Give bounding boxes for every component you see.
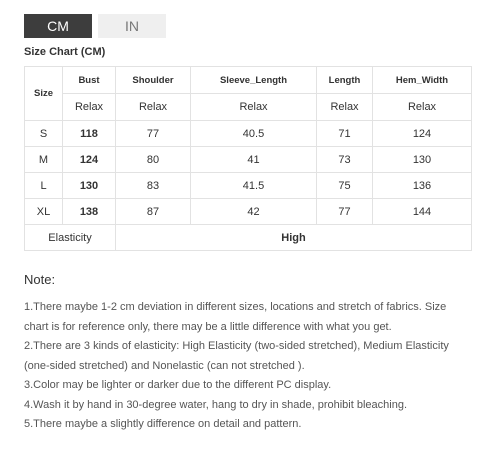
- table-row: [25, 147, 472, 173]
- fit-cell: Relax: [191, 94, 317, 121]
- value-cell: 83: [116, 173, 191, 199]
- value-cell: 42: [191, 199, 317, 225]
- notes-list: [24, 298, 464, 435]
- value-cell: 40.5: [191, 121, 317, 147]
- elasticity-label: Elasticity: [25, 225, 116, 251]
- fit-cell: Relax: [317, 94, 373, 121]
- note-item: 5.There maybe a slightly difference on detail and pattern.: [24, 418, 302, 430]
- column-header: Hem_Width: [373, 67, 472, 94]
- note-item: 1.There maybe 1-2 cm deviation in different sizes, locations and stretch of fabrics. Size chart is for reference only, there may be a little difference with what you get.: [24, 301, 447, 333]
- value-cell: 124: [63, 147, 116, 173]
- column-header: Shoulder: [116, 67, 191, 94]
- value-cell: 87: [116, 199, 191, 225]
- elasticity-row: [25, 225, 472, 251]
- fit-row: [25, 94, 472, 121]
- column-header: Length: [317, 67, 373, 94]
- value-cell: 71: [317, 121, 373, 147]
- fit-cell: Relax: [373, 94, 472, 121]
- size-column-header: Size: [25, 67, 63, 121]
- value-cell: 77: [317, 199, 373, 225]
- table-header-row: [25, 67, 472, 94]
- value-cell: 41.5: [191, 173, 317, 199]
- unit-tabs: [24, 14, 166, 38]
- value-cell: 136: [373, 173, 472, 199]
- fit-cell: Relax: [116, 94, 191, 121]
- table-row: [25, 121, 472, 147]
- value-cell: 77: [116, 121, 191, 147]
- size-cell: M: [25, 147, 63, 173]
- size-cell: XL: [25, 199, 63, 225]
- value-cell: 144: [373, 199, 472, 225]
- value-cell: 130: [373, 147, 472, 173]
- column-header: Sleeve_Length: [191, 67, 317, 94]
- note-item: 3.Color may be lighter or darker due to the different PC display.: [24, 379, 332, 391]
- size-cell: S: [25, 121, 63, 147]
- note-title: Note:: [24, 272, 56, 287]
- value-cell: 124: [373, 121, 472, 147]
- note-item: 4.Wash it by hand in 30-degree water, hang to dry in shade, prohibit bleaching.: [24, 398, 408, 411]
- tab-in[interactable]: IN: [98, 14, 166, 38]
- elasticity-value: High: [116, 225, 472, 251]
- value-cell: 118: [63, 121, 116, 147]
- size-chart-table: [24, 66, 472, 251]
- note-item: 2.There are 3 kinds of elasticity: High Elasticity (two-sided stretched), Medium Elasticity (one-sided stretched) and Nonelastic (can not stretched ).: [24, 340, 449, 372]
- value-cell: 138: [63, 199, 116, 225]
- value-cell: 41: [191, 147, 317, 173]
- size-chart-title: Size Chart (CM): [24, 46, 106, 58]
- tab-cm[interactable]: CM: [24, 14, 92, 38]
- value-cell: 80: [116, 147, 191, 173]
- table-row: [25, 199, 472, 225]
- fit-cell: Relax: [63, 94, 116, 121]
- value-cell: 73: [317, 147, 373, 173]
- value-cell: 75: [317, 173, 373, 199]
- size-cell: L: [25, 173, 63, 199]
- column-header: Bust: [63, 67, 116, 94]
- table-row: [25, 173, 472, 199]
- value-cell: 130: [63, 173, 116, 199]
